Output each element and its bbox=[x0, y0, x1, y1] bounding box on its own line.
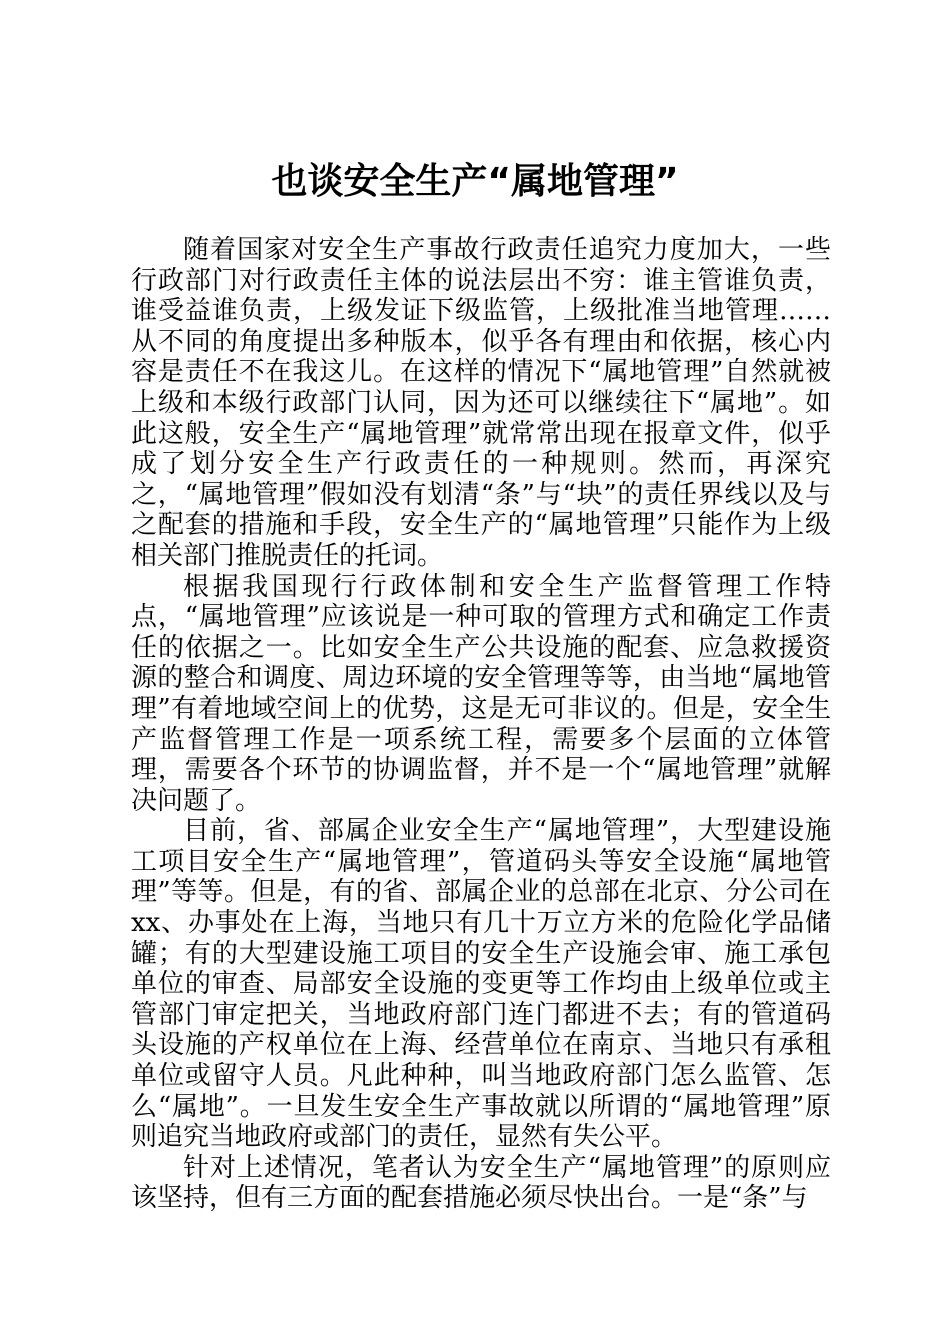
document-body bbox=[131, 235, 831, 1214]
document-title: 也谈安全生产“属地管理” bbox=[271, 161, 679, 202]
paragraph-4: 针对上述情况，笔者认为安全生产“属地管理”的原则应该坚持，但有三方面的配套措施必须尽快出台。一是“条”与 bbox=[131, 1152, 831, 1214]
paragraph-2: 根据我国现行行政体制和安全生产监督管理工作特点，“属地管理”应该说是一种可取的管理方式和确定工作责任的依据之一。比如安全生产公共设施的配套、应急救援资源的整合和调度、周边环境的安全管理等等，由当地“属地管理”有着地域空间上的优势，这是无可非议的。但是，安全生产监督管理工作是一项系统工程，需要多个层面的立体管理，需要各个环节的协调监督，并不是一个“属地管理”就解决问题了。 bbox=[131, 571, 831, 816]
paragraph-3: 目前，省、部属企业安全生产“属地管理”，大型建设施工项目安全生产“属地管理”，管道码头等安全设施“属地管理”等等。但是，有的省、部属企业的总部在北京、分公司在xx、办事处在上海，当地只有几十万立方米的危险化学品储罐；有的大型建设施工项目的安全生产设施会审、施工承包单位的审查、局部安全设施的变更等工作均由上级单位或主管部门审定把关，当地政府部门连门都进不去；有的管道码头设施的产权单位在上海、经营单位在南京、当地只有承租单位或留守人员。凡此种种，叫当地政府部门怎么监管、怎么“属地”。一旦发生安全生产事故就以所谓的“属地管理”原则追究当地政府或部门的责任，显然有失公平。 bbox=[131, 816, 831, 1153]
paragraph-1: 随着国家对安全生产事故行政责任追究力度加大，一些行政部门对行政责任主体的说法层出不穷：谁主管谁负责，谁受益谁负责，上级发证下级监管，上级批准当地管理……从不同的角度提出多种版本，似乎各有理由和依据，核心内容是责任不在我这儿。在这样的情况下“属地管理”自然就被上级和本级行政部门认同，因为还可以继续往下“属地”。如此这般，安全生产“属地管理”就常常出现在报章文件，似乎成了划分安全生产行政责任的一种规则。然而，再深究之，“属地管理”假如没有划清“条”与“块”的责任界线以及与之配套的措施和手段，安全生产的“属地管理”只能作为上级相关部门推脱责任的托词。 bbox=[131, 235, 831, 571]
